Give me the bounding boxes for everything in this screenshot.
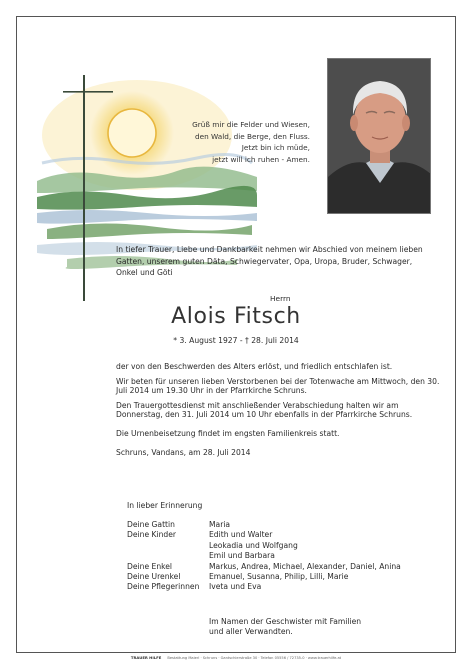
poem	[150, 119, 310, 165]
family-row	[127, 530, 401, 540]
paragraph: Wir beten für unseren lieben Verstorbenen bei der Totenwache am Mittwoch, den 30. Juli 2014 um 19.30 Uhr in der Pfarrkirche Schruns.	[116, 376, 440, 395]
family-row	[127, 582, 401, 592]
poem-line: Jetzt bin ich müde,	[241, 143, 310, 152]
closing-line: Im Namen der Geschwister mit Familien	[209, 617, 362, 626]
portrait-photo	[327, 58, 431, 214]
family-value: Leokadia und Wolfgang	[209, 540, 298, 550]
cross-vertical-beam	[83, 75, 85, 301]
poem-line: Grüß mir die Felder und Wiesen,	[192, 120, 310, 129]
footer-details: Bestattung Maierl · Schruns · Gantschierstraße 30 · Telefon 05556 / 72735-0 · www.trauerhilfe.at	[167, 656, 342, 660]
family-label: Deine Urenkel	[127, 572, 181, 582]
portrait-ear-right	[402, 115, 410, 131]
in-memory-heading: In lieber Erinnerung	[127, 501, 203, 510]
intro-text: In tiefer Trauer, Liebe und Dankbarkeit nehmen wir Abschied von meinem lieben Gatten, unserem guten Däta, Schwiegervater, Opa, Uropa, Bruder, Schwager, Onkel und Göti	[116, 245, 423, 278]
footer-brand: TRAUER HILFE	[130, 655, 162, 660]
paragraph: der von den Beschwerden des Alters erlöst, und friedlich entschlafen ist.	[116, 362, 393, 371]
family-row	[127, 551, 401, 561]
family-list	[127, 520, 401, 593]
poem-line: den Wald, die Berge, den Fluss.	[194, 131, 310, 141]
footer	[0, 655, 472, 660]
family-value: Edith und Walter	[209, 530, 273, 540]
family-value: Emil und Barbara	[209, 551, 275, 561]
family-value: Markus, Andrea, Michael, Alexander, Daniel, Anina	[209, 561, 401, 571]
poem-line: jetzt will ich ruhen - Amen.	[212, 154, 310, 164]
cross-horizontal-beam	[63, 91, 113, 93]
closing-line: und aller Verwandten.	[209, 627, 293, 637]
family-row	[127, 572, 401, 582]
salutation: Herrn	[270, 294, 291, 303]
deceased-name: Alois Fitsch	[171, 304, 301, 329]
place-date: Schruns, Vandans, am 28. Juli 2014	[116, 448, 251, 457]
family-label: Deine Enkel	[127, 561, 173, 571]
portrait-figure	[328, 59, 431, 214]
life-dates: * 3. August 1927 - † 28. Juli 2014	[173, 336, 299, 345]
family-row	[127, 520, 401, 530]
sun	[108, 109, 156, 157]
water-1	[37, 210, 257, 224]
closing-signature	[209, 617, 361, 638]
paragraph: Den Trauergottesdienst mit anschließender Verabschiedung halten wir am Donnerstag, den 31. Juli 2014 um 10 Uhr ebenfalls in der Pfarrkirche Schruns.	[116, 400, 413, 419]
family-row	[127, 541, 401, 551]
family-label: Deine Kinder	[127, 530, 177, 540]
family-value: Iveta und Eva	[209, 582, 262, 592]
family-value: Emanuel, Susanna, Philip, Lilli, Marie	[209, 572, 349, 582]
paragraph: Die Urnenbeisetzung findet im engsten Familienkreis statt.	[116, 428, 340, 438]
family-row	[127, 562, 401, 572]
hill-3	[47, 223, 252, 239]
portrait-ear-left	[350, 115, 358, 131]
family-label: Deine Gattin	[127, 520, 175, 529]
family-value: Maria	[209, 520, 231, 529]
family-label: Deine Pflegerinnen	[127, 582, 200, 592]
announcement-body	[116, 362, 446, 463]
